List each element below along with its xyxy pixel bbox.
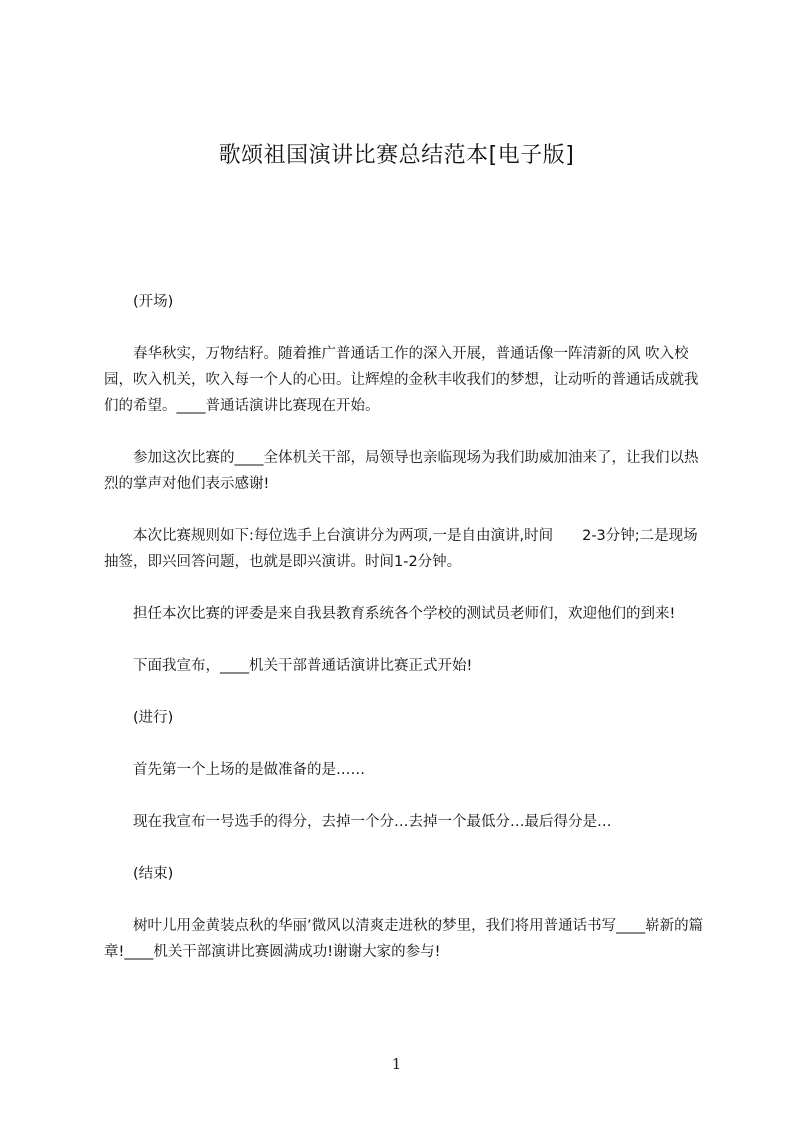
- paragraph-participants: 参加这次比赛的____全体机关干部，局领导也亲临现场为我们助威加油来了，让我们以热烈的掌声对他们表示感谢!: [104, 450, 699, 492]
- paragraph-scoring: 现在我宣布一号选手的得分，去掉一个分…去掉一个最低分…最后得分是…: [133, 814, 612, 830]
- paragraph-opening-intro: 春华秋实，万物结籽。随着推广普通话工作的深入开展，普通话像一阵清新的风 吹入校园，吹入机关，吹入每一个人的心田。让辉煌的金秋丰收我们的梦想，让动听的普通话成就我们的希望。____普通话演讲比赛现在开始。: [104, 346, 699, 414]
- paragraph-progress-heading: (进行): [133, 710, 174, 726]
- paragraph-rules: 本次比赛规则如下:每位选手上台演讲分为两项,一是自由演讲,时间 2-3分钟;二是现场抽签，即兴回答问题，也就是即兴演讲。时间1-2分钟。: [104, 528, 698, 570]
- paragraph-opening-heading: (开场): [133, 294, 174, 310]
- paragraph-announcement: 下面我宣布，____机关干部普通话演讲比赛正式开始!: [133, 658, 473, 674]
- paragraph-first-contestant: 首先第一个上场的是做准备的是……: [133, 762, 365, 778]
- page-number: 1: [391, 1055, 402, 1073]
- document-title: 歌颂祖国演讲比赛总结范本[电子版]: [218, 143, 575, 168]
- paragraph-closing-remarks: 树叶儿用金黄装点秋的华丽’微风以清爽走进秋的梦里，我们将用普通话书写____崭新的篇章!____机关干部演讲比赛圆满成功!谢谢大家的参与!: [104, 918, 704, 960]
- paragraph-judges: 担任本次比赛的评委是来自我县教育系统各个学校的测试员老师们，欢迎他们的到来!: [133, 606, 676, 622]
- paragraph-closing-heading: (结束): [133, 866, 174, 882]
- document-body: [104, 289, 704, 965]
